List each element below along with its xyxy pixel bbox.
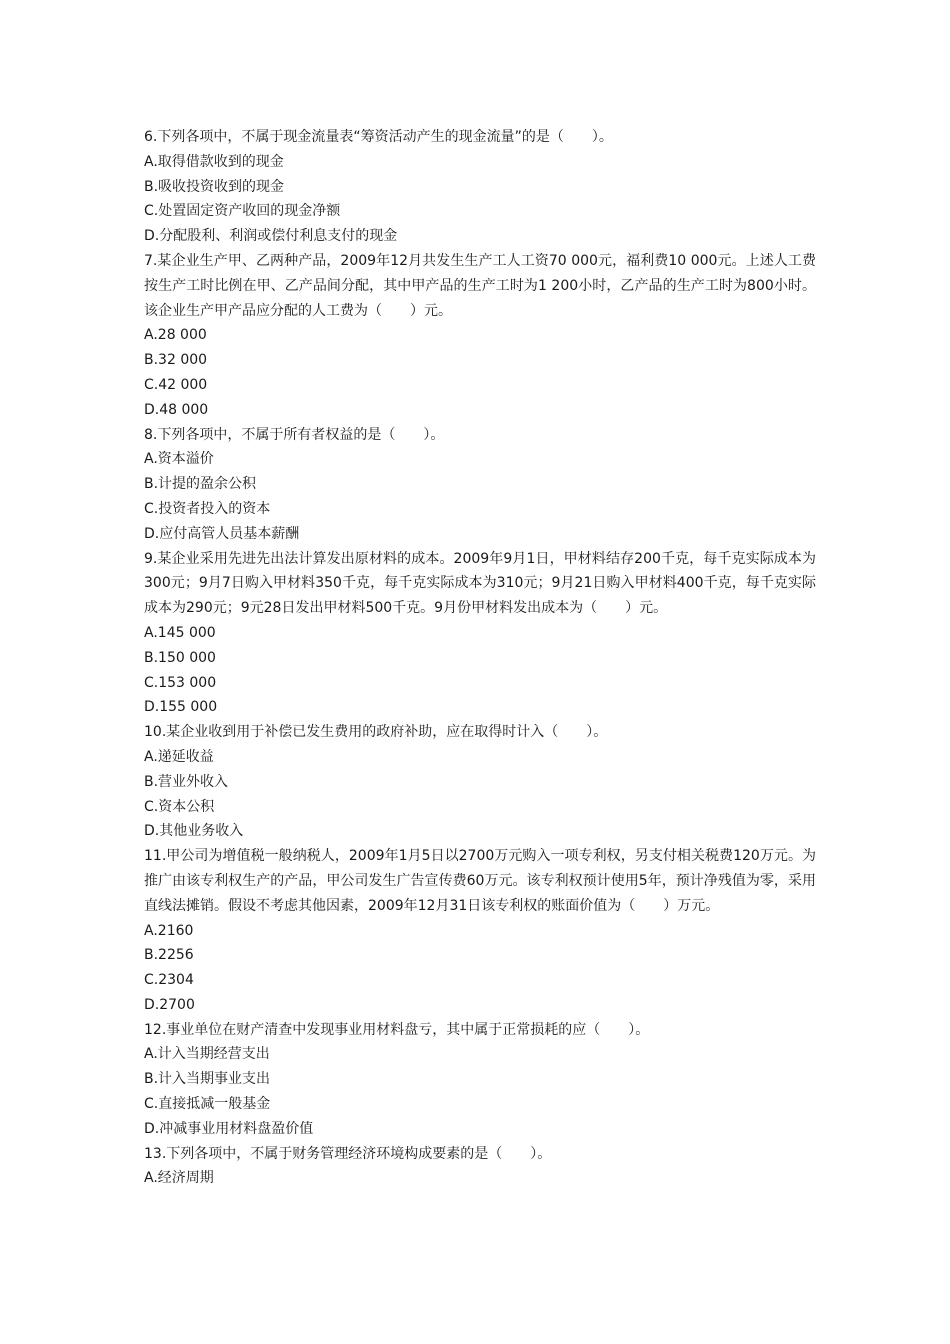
answer-option: A.递延收益	[144, 748, 214, 765]
answer-option: A.经济周期	[144, 1170, 214, 1187]
question-stem: 10.某企业收到用于补偿已发生费用的政府补助，应在取得时计入（ ）。	[144, 724, 608, 741]
answer-option: A.资本溢价	[144, 451, 214, 468]
answer-option: C.资本公积	[144, 798, 215, 815]
answer-option: C.投资者投入的资本	[144, 500, 271, 517]
answer-option: B.150 000	[144, 649, 216, 666]
answer-option: C.2304	[144, 972, 194, 989]
answer-option: D.应付高管人员基本薪酬	[144, 525, 300, 542]
question-stem: 8.下列各项中，不属于所有者权益的是（ ）。	[144, 426, 445, 443]
answer-option: A.取得借款收到的现金	[144, 153, 284, 170]
answer-option: D.2700	[144, 996, 195, 1013]
answer-option: B.计入当期事业支出	[144, 1071, 271, 1088]
answer-option: B.32 000	[144, 352, 208, 369]
answer-option: C.直接抵减一般基金	[144, 1096, 271, 1113]
question-stem: 12.事业单位在财产清查中发现事业用材料盘亏，其中属于正常损耗的应（ ）。	[144, 1021, 650, 1038]
answer-option: D.冲减事业用材料盘盈价值	[144, 1120, 314, 1137]
answer-option: A.28 000	[144, 327, 207, 344]
answer-option: D.分配股利、利润或偿付利息支付的现金	[144, 228, 398, 245]
question-stem: 6.下列各项中，不属于现金流量表“筹资活动产生的现金流量”的是（ ）。	[144, 129, 613, 145]
question-stem: 9.某企业采用先进先出法计算发出原材料的成本。2009年9月1日，甲材料结存200千克，每千克实际成本为300元；9月7日购入甲材料350千克，每千克实际成本为310元；9月21日购入甲材料400千克，每千克实际成本为290元；9元28日发出甲材料500千克。9月份甲材料发出成本为（ ）元。	[144, 550, 816, 617]
question-stem: 11.甲公司为增值税一般纳税人，2009年1月5日以2700万元购入一项专利权，另支付相关税费120万元。为推广由该专利权生产的产品，甲公司发生广告宣传费60万元。该专利权预计使用5年，预计净残值为零，采用直线法摊销。假设不考虑其他因素，2009年12月31日该专利权的账面价值为（ ）万元。	[144, 848, 816, 914]
answer-option: B.2256	[144, 947, 194, 964]
answer-option: A.2160	[144, 922, 194, 939]
question-list	[144, 125, 816, 1191]
answer-option: B.营业外收入	[144, 773, 229, 790]
answer-option: A.145 000	[144, 624, 216, 641]
answer-option: D.其他业务收入	[144, 823, 244, 840]
answer-option: C.153 000	[144, 674, 217, 691]
answer-option: B.吸收投资收到的现金	[144, 178, 285, 195]
question-stem: 13.下列各项中，不属于财务管理经济环境构成要素的是（ ）。	[144, 1145, 552, 1162]
answer-option: C.处置固定资产收回的现金净额	[144, 203, 341, 220]
answer-option: A.计入当期经营支出	[144, 1046, 270, 1063]
question-stem: 7.某企业生产甲、乙两种产品，2009年12月共发生生产工人工资70 000元，福利费10 000元。上述人工费按生产工时比例在甲、乙产品间分配，其中甲产品的生产工时为1 200小时，乙产品的生产工时为800小时。该企业生产甲产品应分配的人工费为（ ）元。	[144, 252, 816, 319]
answer-option: D.48 000	[144, 401, 209, 418]
answer-option: B.计提的盈余公积	[144, 476, 257, 493]
answer-option: C.42 000	[144, 376, 208, 393]
answer-option: D.155 000	[144, 699, 218, 716]
